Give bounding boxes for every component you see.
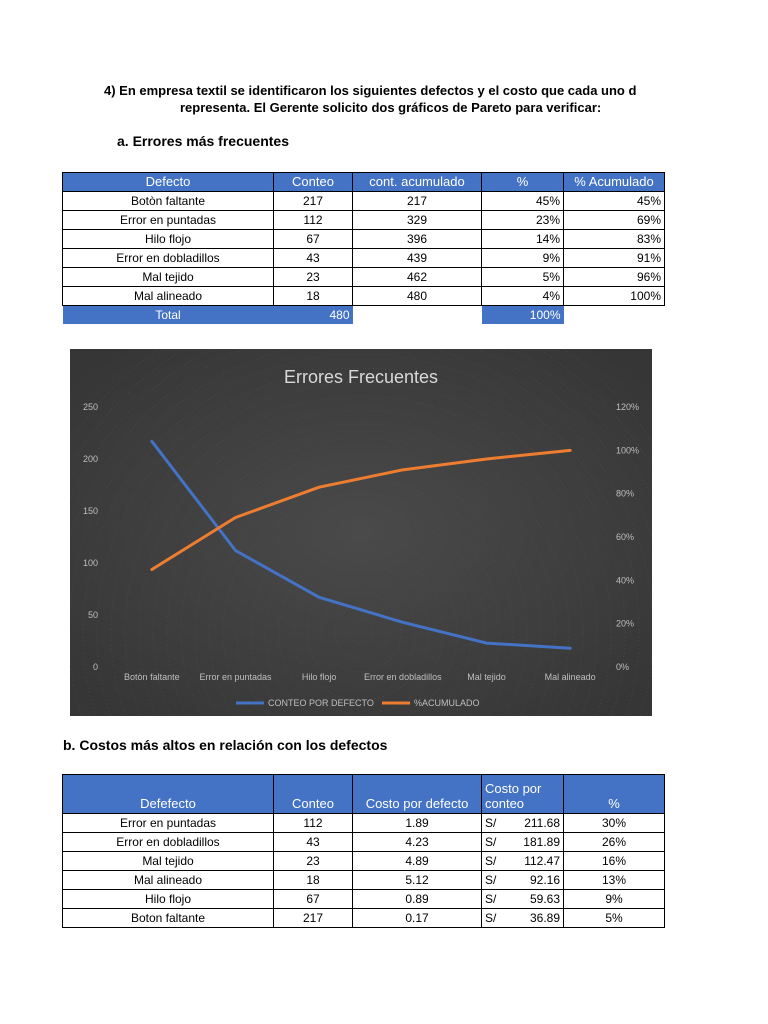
header-conteo-2: Conteo <box>274 775 353 814</box>
pct-cell: 13% <box>564 871 665 890</box>
x-tick-label: Error en puntadas <box>199 672 272 682</box>
acumulado-cell: 396 <box>353 230 482 249</box>
currency-symbol: S/ <box>485 854 497 868</box>
x-tick-label: Hilo flojo <box>301 672 337 682</box>
currency-symbol: S/ <box>485 892 497 906</box>
defecto-cell: Hilo flojo <box>63 890 274 909</box>
table-row <box>63 814 665 833</box>
pct-cell: 9% <box>564 890 665 909</box>
header-cont-acumulado: cont. acumulado <box>353 173 482 192</box>
y-left-tick-label: 0 <box>92 662 98 672</box>
table-row <box>63 833 665 852</box>
header-costo-conteo: Costo por conteo <box>482 775 564 814</box>
pct-acumulado-cell: 100% <box>564 287 665 306</box>
header-pct-2: % <box>564 775 665 814</box>
currency-symbol: S/ <box>485 911 497 925</box>
conteo-cell: 43 <box>274 249 353 268</box>
intro-text <box>104 82 704 116</box>
defecto-cell: Hilo flojo <box>63 230 274 249</box>
pct-acumulado-cell: 83% <box>564 230 665 249</box>
pct-cell: 4% <box>482 287 564 306</box>
defecto-cell: Botòn faltante <box>63 192 274 211</box>
y-right-tick-label: 20% <box>616 618 635 629</box>
y-left-tick-label: 150 <box>82 506 98 516</box>
defecto-cell: Mal tejido <box>63 852 274 871</box>
costo-conteo-cell <box>482 909 564 928</box>
y-left-tick-label: 100 <box>82 558 98 568</box>
y-right-tick-label: 0% <box>616 662 630 672</box>
acumulado-cell: 217 <box>353 192 482 211</box>
chart-title: Errores Frecuentes <box>283 367 439 387</box>
x-tick-label: Mal tejido <box>467 672 506 682</box>
defecto-cell: Error en puntadas <box>63 211 274 230</box>
costo-defecto-cell: 4.23 <box>353 833 482 852</box>
pct-cell: 5% <box>482 268 564 287</box>
table-row <box>63 871 665 890</box>
conteo-cell: 43 <box>274 833 353 852</box>
x-tick-label: Mal alineado <box>544 672 596 682</box>
conteo-cell: 23 <box>274 852 353 871</box>
defecto-cell: Mal alineado <box>63 287 274 306</box>
defecto-cell: Error en dobladillos <box>63 249 274 268</box>
costo-defecto-cell: 4.89 <box>353 852 482 871</box>
defecto-cell: Error en dobladillos <box>63 833 274 852</box>
costo-defecto-cell: 1.89 <box>353 814 482 833</box>
acumulado-cell: 329 <box>353 211 482 230</box>
table-row <box>63 192 665 211</box>
costo-conteo-cell <box>482 814 564 833</box>
acumulado-cell: 480 <box>353 287 482 306</box>
costo-defecto-cell: 0.17 <box>353 909 482 928</box>
costo-conteo-value: 181.89 <box>523 835 560 849</box>
y-left-tick-label: 50 <box>87 610 98 620</box>
acumulado-cell: 439 <box>353 249 482 268</box>
conteo-cell: 18 <box>274 287 353 306</box>
table-row <box>63 211 665 230</box>
defecto-cell: Mal alineado <box>63 871 274 890</box>
y-right-tick-label: 60% <box>616 532 635 542</box>
header-defecto: Defecto <box>63 173 274 192</box>
pct-acumulado-cell: 45% <box>564 192 665 211</box>
conteo-cell: 217 <box>274 192 353 211</box>
header-conteo: Conteo <box>274 173 353 192</box>
y-right-tick-label: 40% <box>616 575 635 586</box>
currency-symbol: S/ <box>485 835 497 849</box>
table-row <box>63 909 665 928</box>
conteo-cell: 112 <box>274 211 353 230</box>
y-right-tick-label: 100% <box>616 445 640 456</box>
header-pct: % <box>482 173 564 192</box>
pareto-chart <box>70 349 652 716</box>
costo-defecto-cell: 0.89 <box>353 890 482 909</box>
legend-label: %ACUMULADO <box>414 698 480 708</box>
currency-symbol: S/ <box>485 816 497 830</box>
section-a-title: a. Errores más frecuentes <box>117 133 289 149</box>
pct-cell: 23% <box>482 211 564 230</box>
pct-cell: 14% <box>482 230 564 249</box>
pct-cell: 45% <box>482 192 564 211</box>
conteo-cell: 67 <box>274 890 353 909</box>
costo-conteo-cell <box>482 890 564 909</box>
y-left-tick-label: 250 <box>82 402 98 412</box>
table-row <box>63 230 665 249</box>
conteo-cell: 18 <box>274 871 353 890</box>
conteo-cell: 217 <box>274 909 353 928</box>
pct-acumulado-cell: 91% <box>564 249 665 268</box>
total-count: 480 <box>274 306 353 325</box>
table-row <box>63 249 665 268</box>
pct-cell: 9% <box>482 249 564 268</box>
table-row <box>63 852 665 871</box>
cost-table <box>62 774 665 928</box>
pct-cell: 16% <box>564 852 665 871</box>
frequency-table <box>62 172 665 324</box>
pct-cell: 30% <box>564 814 665 833</box>
x-tick-label: Botòn faltante <box>124 672 180 682</box>
conteo-cell: 23 <box>274 268 353 287</box>
defecto-cell: Error en puntadas <box>63 814 274 833</box>
costo-conteo-value: 211.68 <box>524 816 560 830</box>
defecto-cell: Boton faltante <box>63 909 274 928</box>
pct-acumulado-cell: 69% <box>564 211 665 230</box>
costo-conteo-value: 36.89 <box>529 911 560 925</box>
costo-conteo-cell <box>482 833 564 852</box>
conteo-cell: 67 <box>274 230 353 249</box>
legend-label: CONTEO POR DEFECTO <box>268 698 374 708</box>
x-tick-label: Error en dobladillos <box>364 672 442 682</box>
costo-conteo-value: 92.16 <box>529 873 560 887</box>
table-row <box>63 890 665 909</box>
costo-conteo-value: 59.63 <box>529 892 560 906</box>
y-right-tick-label: 120% <box>616 402 640 412</box>
costo-defecto-cell: 5.12 <box>353 871 482 890</box>
conteo-cell: 112 <box>274 814 353 833</box>
costo-conteo-cell <box>482 852 564 871</box>
pct-acumulado-cell: 96% <box>564 268 665 287</box>
section-b-title: b. Costos más altos en relación con los defectos <box>63 737 388 753</box>
pct-cell: 5% <box>564 909 665 928</box>
table-row <box>63 268 665 287</box>
pct-cell: 26% <box>564 833 665 852</box>
y-left-tick-label: 200 <box>82 454 98 464</box>
intro-line-2: representa. El Gerente solicito dos gráficos de Pareto para verificar: <box>180 100 602 115</box>
acumulado-cell: 462 <box>353 268 482 287</box>
y-right-tick-label: 80% <box>616 488 635 499</box>
currency-symbol: S/ <box>485 873 497 887</box>
header-defefecto: Defefecto <box>63 775 274 814</box>
defecto-cell: Mal tejido <box>63 268 274 287</box>
table-row <box>63 287 665 306</box>
costo-conteo-value: 112.47 <box>524 854 560 868</box>
header-costo-defecto: Costo por defecto <box>353 775 482 814</box>
total-label: Total <box>63 306 274 325</box>
header-pct-acumulado: % Acumulado <box>564 173 665 192</box>
costo-conteo-cell <box>482 871 564 890</box>
intro-line-1: 4) En empresa textil se identificaron los siguientes defectos y el costo que cada uno d <box>104 83 637 98</box>
total-pct: 100% <box>482 306 564 325</box>
